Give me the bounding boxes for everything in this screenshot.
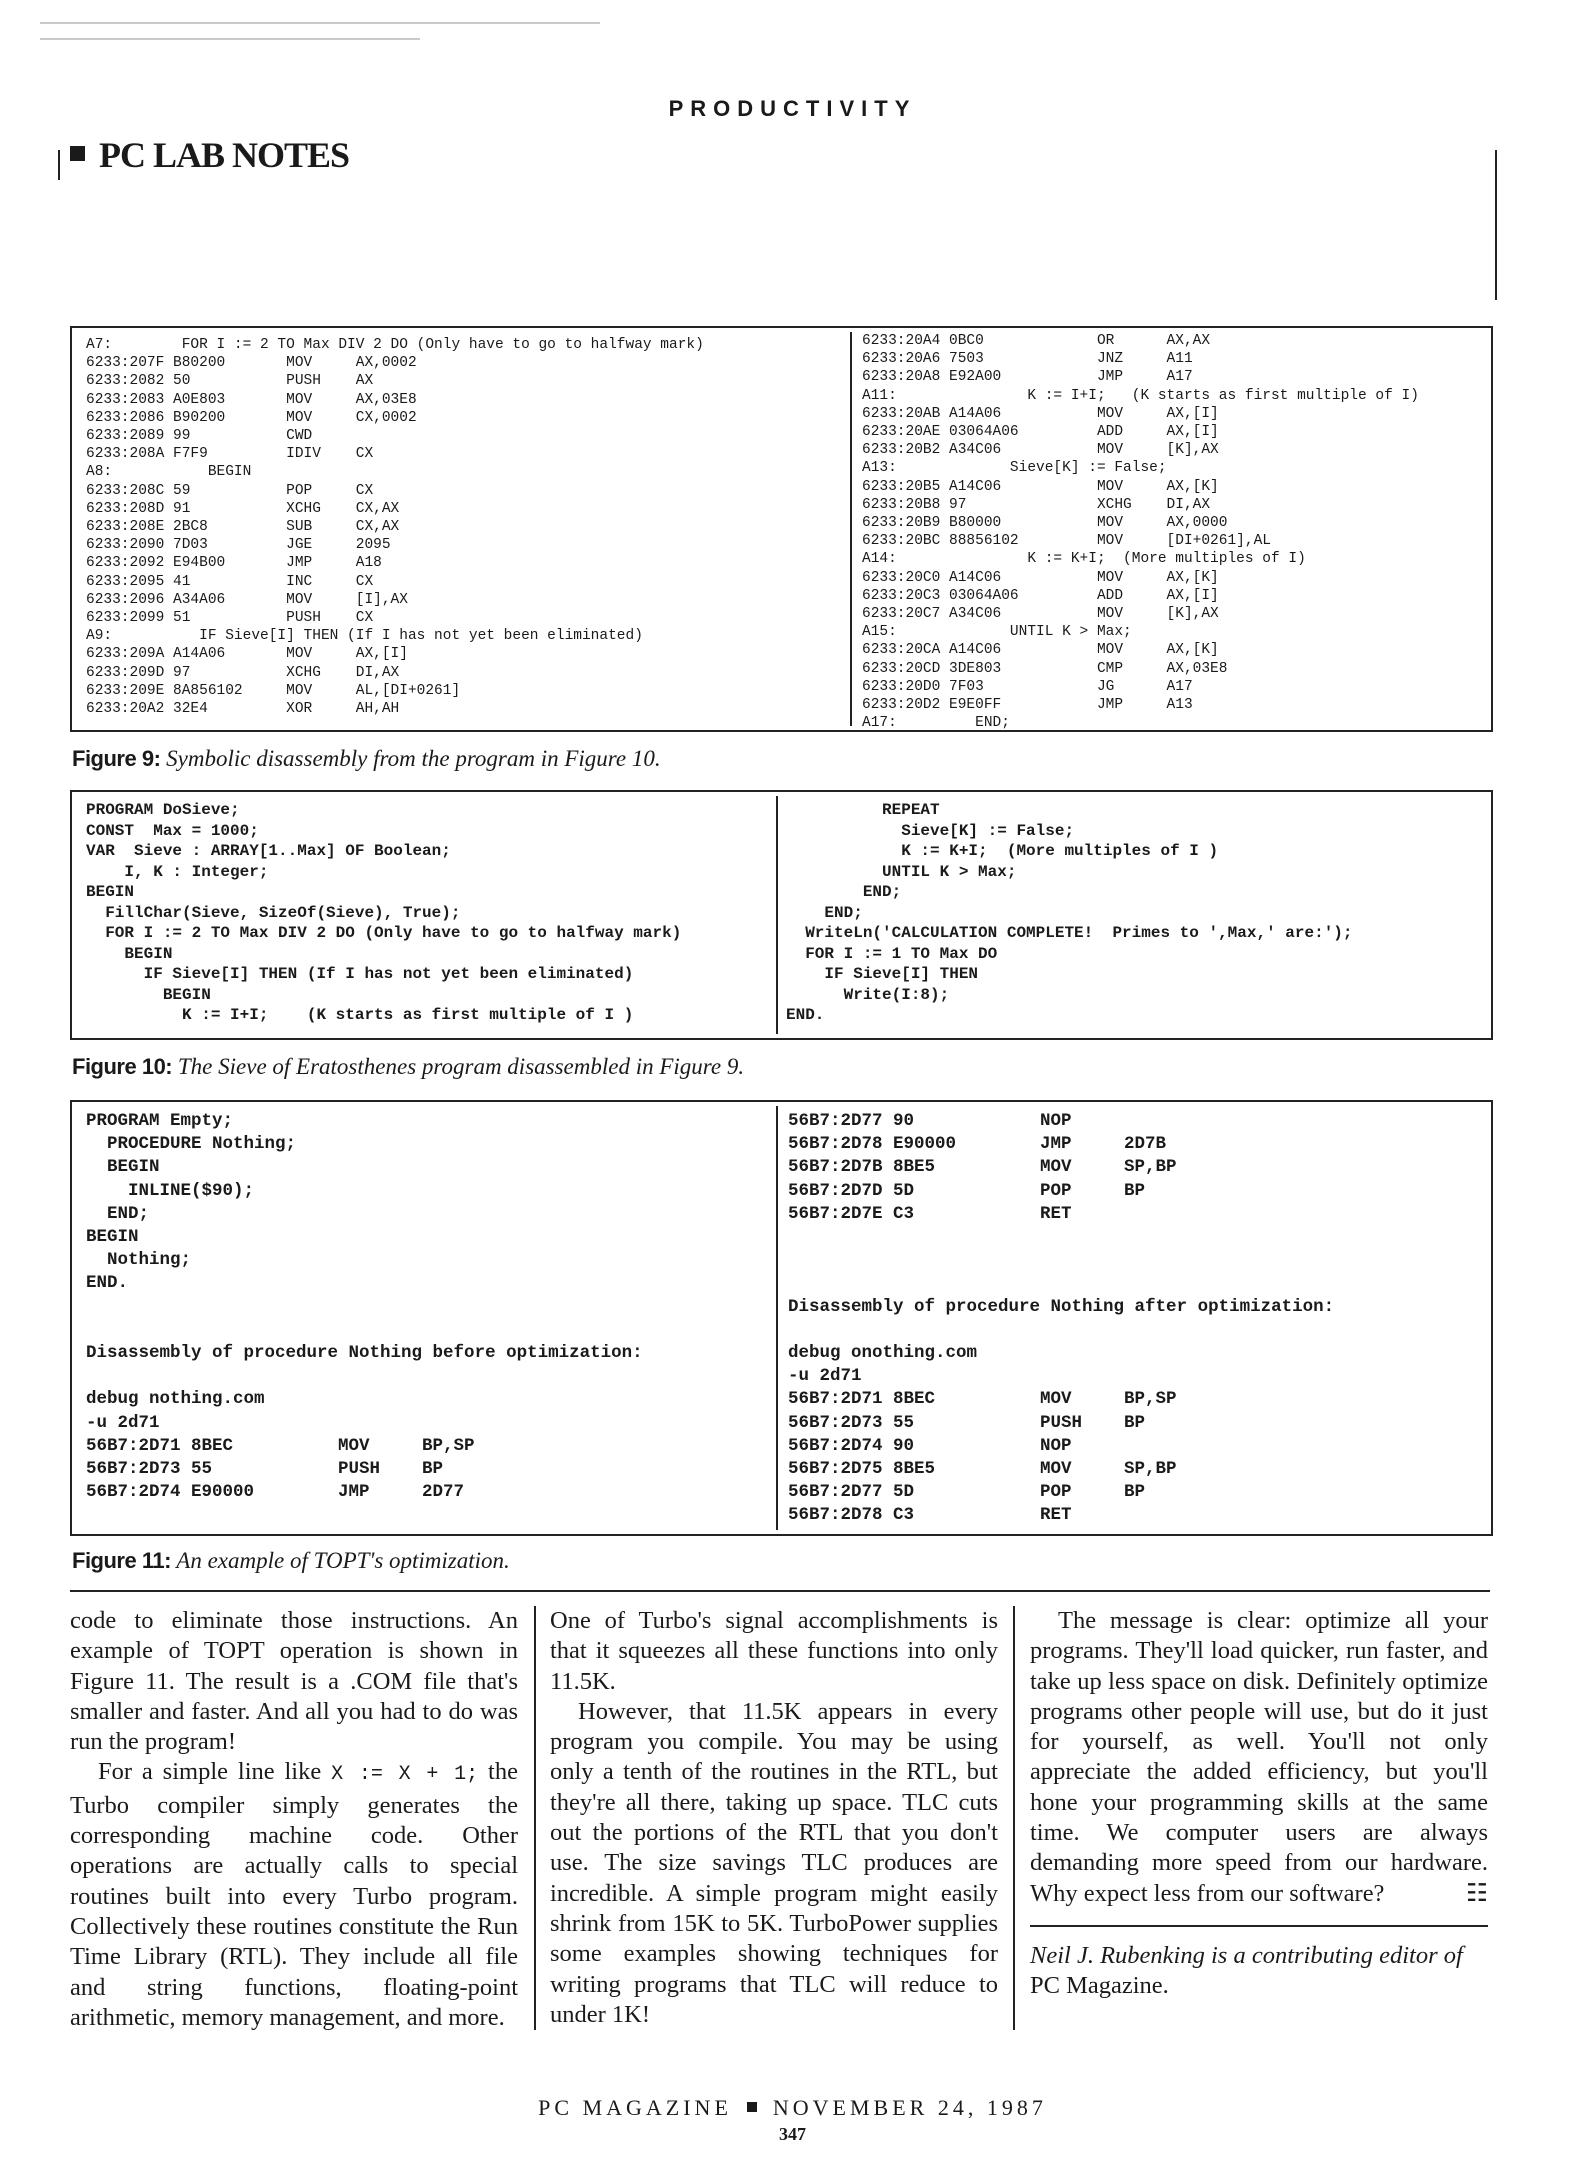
page-rule [1495, 150, 1497, 300]
article-column-1 [70, 1606, 518, 2033]
scan-artifact [40, 38, 420, 40]
figure-10-caption-text: The Sieve of Eratosthenes program disassembled in Figure 9. [177, 1054, 745, 1079]
paragraph-text: the Turbo compiler simply generates the corresponding machine code. Other operations are actually calls to special routines built into every Turbo program. Collectively these routines constitute the Run Time Library (RTL). They include all file and string functions, floating-point arithmetic, memory management, and more. [70, 1758, 518, 2031]
figure-9-label: Figure 9: [72, 746, 161, 771]
figure-9-caption-text: Symbolic disassembly from the program in Figure 10. [166, 746, 661, 771]
figure-divider [850, 332, 852, 726]
paragraph [70, 1757, 518, 2033]
figure-10-caption [72, 1054, 744, 1080]
author-name: Neil J. Rubenking [1030, 1941, 1205, 1969]
column-title [70, 134, 349, 176]
section-header: PRODUCTIVITY [668, 96, 917, 121]
bullet-square-icon [70, 146, 85, 161]
page-number: 347 [779, 2124, 806, 2144]
page-footer [0, 2095, 1585, 2121]
page-rule [58, 150, 60, 180]
figure-11-caption [72, 1548, 510, 1574]
figure-11-label: Figure 11: [72, 1548, 171, 1573]
article-column-2 [550, 1606, 998, 2030]
column-rule [534, 1606, 536, 2030]
figure-11-caption-text: An example of TOPT's optimization. [176, 1548, 510, 1573]
figure-10-right-code: REPEAT Sieve[K] := False; K := K+I; (More multiples of I ) UNTIL K > Max; END; END; WriteLn('CALCULATION COMPLETE! Primes to ',Max,' are:'); FOR I := 1 TO Max DO IF Sieve[I] THEN Write(I:8); END. [786, 801, 1353, 1024]
figure-divider [776, 796, 778, 1034]
figure-9-caption [72, 746, 661, 772]
bullet-square-icon [747, 2102, 757, 2112]
figure-10-label: Figure 10: [72, 1054, 173, 1079]
figure-divider [776, 1106, 778, 1530]
footer-date: NOVEMBER 24, 1987 [772, 2095, 1047, 2120]
figure-11-box [70, 1100, 1493, 1536]
paragraph-text: For a simple line like [98, 1758, 332, 1786]
bio-text: is a contributing editor of [1204, 1941, 1463, 1969]
figure-9-box [70, 326, 1493, 732]
scan-artifact [40, 22, 600, 24]
paragraph [1030, 1606, 1488, 1909]
bio-rule [1030, 1925, 1488, 1927]
figure-10-box [70, 790, 1493, 1040]
figure-9-left-code: A7: FOR I := 2 TO Max DIV 2 DO (Only have to go to halfway mark) 6233:207F B80200 MOV AX,0002 6233:2082 50 PUSH AX 6233:2083 A0E803 MOV AX,03E8 6233:2086 B90200 MOV CX,0002 6233:2089 99 CWD 6233:208A F7F9 IDIV CX A8: BEGIN 6233:208C 59 POP CX 6233:208D 91 XCHG CX,AX 6233:208E 2BC8 SUB CX,AX 6233:2090 7D03 JGE 2095 6233:2092 E94B00 JMP A18 6233:2095 41 INC CX 6233:2096 A34A06 MOV [I],AX 6233:2099 51 PUSH CX A9: IF Sieve[I] THEN (If I has not yet been eliminated) 6233:209A A14A06 MOV AX,[I] 6233:209D 97 XCHG DI,AX 6233:209E 8A856102 MOV AL,[DI+0261] 6233:20A2 32E4 XOR AH,AH [86, 337, 704, 718]
paragraph: One of Turbo's signal accomplishments is that it squeezes all these functions into only 11.5K. [550, 1607, 998, 1695]
column-rule [1013, 1606, 1015, 2030]
figure-11-left-code: PROGRAM Empty; PROCEDURE Nothing; BEGIN INLINE($90); END; BEGIN Nothing; END. Disassembly of procedure Nothing before optimization: debug nothing.com -u 2d71 56B7:2D71 8BEC MOV BP,SP 56B7:2D73 55 PUSH BP 56B7:2D74 E90000 JMP 2D77 [86, 1111, 643, 1503]
publication-name: PC Magazine. [1030, 1972, 1169, 2000]
figure-11-right-code: 56B7:2D77 90 NOP 56B7:2D78 E90000 JMP 2D7B 56B7:2D7B 8BE5 MOV SP,BP 56B7:2D7D 5D POP BP 56B7:2D7E C3 RET Disassembly of procedure Nothing after optimization: debug onothing.com -u 2d71 56B7:2D71 8BEC MOV BP,SP 56B7:2D73 55 PUSH BP 56B7:2D74 90 NOP 56B7:2D75 8BE5 MOV SP,BP 56B7:2D77 5D POP BP 56B7:2D78 C3 RET [788, 1111, 1335, 1526]
paragraph: However, that 11.5K appears in every program you compile. You may be using only a tenth of the routines in the RTL, but they're all there, taking up space. TLC cuts out the portions of the RTL that you don't use. The size savings TLC produces are incredible. A simple program might easily shrink from 15K to 5K. TurboPower supplies some examples showing techniques for writing programs that TLC will reduce to under 1K! [550, 1697, 998, 2028]
paragraph-text: The message is clear: optimize all your programs. They'll load quicker, run faster, and take up less space on disk. Definitely optimize programs other people will use, but do it just for yourself, as well. You'll not only appreciate the added efficiency, but you'll hone your programming skills at the same time. We computer users are always demanding more speed from our hardware. Why expect less from our software? [1030, 1607, 1488, 1907]
footer-magazine: PC MAGAZINE [538, 2095, 732, 2120]
figure-10-left-code: PROGRAM DoSieve; CONST Max = 1000; VAR Sieve : ARRAY[1..Max] OF Boolean; I, K : Integer; BEGIN FillChar(Sieve, SizeOf(Sieve), True); FOR I := 2 TO Max DIV 2 DO (Only have to go to halfway mark) BEGIN IF Sieve[I] THEN (If I has not yet been eliminated) BEGIN K := I+I; (K starts as first multiple of I ) [86, 801, 682, 1024]
inline-code: X := X + 1; [331, 1763, 479, 1787]
figure-9-right-code: 6233:20A4 0BC0 OR AX,AX 6233:20A6 7503 JNZ A11 6233:20A8 E92A00 JMP A17 A11: K := I+I; (K starts as first multiple of I) 6233:20AB A14A06 MOV AX,[I] 6233:20AE 03064A06 ADD AX,[I] 6233:20B2 A34C06 MOV [K],AX A13: Sieve[K] := False; 6233:20B5 A14C06 MOV AX,[K] 6233:20B8 97 XCHG DI,AX 6233:20B9 B80000 MOV AX,0000 6233:20BC 88856102 MOV [DI+0261],AL A14: K := K+I; (More multiples of I) 6233:20C0 A14C06 MOV AX,[K] 6233:20C3 03064A06 ADD AX,[I] 6233:20C7 A34C06 MOV [K],AX A15: UNTIL K > Max; 6233:20CA A14C06 MOV AX,[K] 6233:20CD 3DE803 CMP AX,03E8 6233:20D0 7F03 JG A17 6233:20D2 E9E0FF JMP A13 A17: END; [862, 333, 1419, 732]
end-mark-icon: ☷ [1466, 1879, 1488, 1907]
paragraph: code to eliminate those instructions. An example of TOPT operation is shown in Figure 11. The result is a .COM file that's smaller and faster. And all you had to do was run the program! [70, 1607, 518, 1756]
author-bio [1030, 1941, 1488, 2002]
article-column-3 [1030, 1606, 1488, 2002]
article-top-rule [70, 1590, 1490, 1592]
column-title-text: PC LAB NOTES [99, 135, 350, 175]
